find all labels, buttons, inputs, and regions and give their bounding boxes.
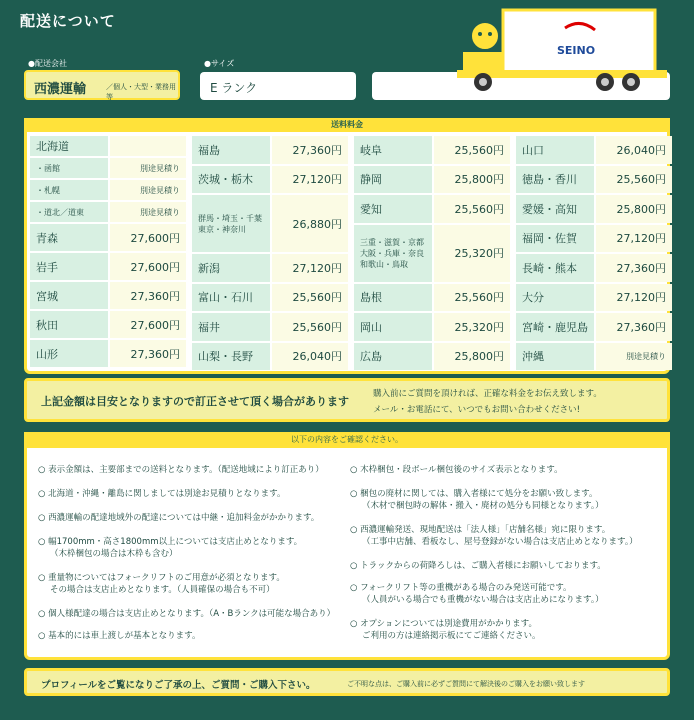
price-cell: 25,800円 [434,166,510,194]
prefecture-cell: 福岡・佐賀 [516,225,594,253]
carrier-box [24,70,180,100]
price-cell [110,136,186,156]
price-cell: 別途見積り [596,343,672,371]
prefecture-cell: 広島 [354,343,432,371]
checklist-item: ご利用の方は連絡掲示板にてご連絡ください。 [362,631,541,641]
price-cell: 25,560円 [272,313,348,341]
prefecture-cell: 長崎・熊本 [516,254,594,282]
price-cell: 別途見積り [110,180,186,200]
checklist-left [38,458,338,654]
notice-right-1: 購入前にご質問を頂ければ、正確な料金をお伝え致します。 [373,389,602,399]
checklist-item: ○ 表示金額は、主要部までの送料となります。（配送地域により訂正あり） [38,465,324,475]
price-cell: 25,560円 [434,195,510,223]
logo-text: SEINO [557,44,596,57]
checklist-item: ○ 西濃運輸の配達地域外の配達については中継・追加料金がかかります。 [38,513,320,523]
checklist-item: ○ 西濃運輸発送、現地配送は「法人様」「店舗名様」宛に限ります。 [350,525,611,535]
checklist-item: ○ トラックからの荷降ろしは、ご購入者様にお願いしております。 [350,561,606,571]
prefecture-cell: 静岡 [354,166,432,194]
checklist-item: その場合は支店止めとなります。（人員確保の場合も不可） [50,585,275,595]
price-cell: 27,600円 [110,253,186,280]
footer-sub: ご不明な点は、ご購入前に必ずご質問にて解決後のご購入をお願い致します [347,680,585,688]
prefecture-cell: 群馬・埼玉・千葉 東京・神奈川 [192,195,270,252]
footer-text: プロフィールをご覧になりご了承の上、ご質問・ご購入下さい。 [41,680,316,691]
notice-box [24,378,670,422]
checklist-item: （木枠梱包の場合は木枠も含む） [50,549,178,559]
page-title: 配送について [20,12,116,30]
checklist-item: ○ 幅1700mm・高さ1800mm以上については支店止めとなります。 [38,537,303,547]
price-cell: 26,880円 [272,195,348,252]
prefecture-cell: 沖縄 [516,343,594,371]
truck-illustration [455,8,680,98]
price-cell: 27,120円 [596,225,672,253]
prefecture-cell: 愛媛・高知 [516,195,594,223]
carrier-label: ●配送会社 [28,59,67,68]
prefecture-cell: 岐阜 [354,136,432,164]
prefecture-cell: 茨城・栃木 [192,166,270,194]
price-cell: 27,120円 [596,284,672,312]
size-value: E ランク [210,81,258,95]
prefecture-cell: 北海道 [30,136,108,156]
prefecture-cell: ・道北／道東 [30,202,108,222]
price-cell: 25,320円 [434,225,510,282]
price-cell: 27,600円 [110,311,186,338]
prefecture-cell: 福島 [192,136,270,164]
prefecture-cell: 大分 [516,284,594,312]
prefecture-cell: 富山・石川 [192,284,270,312]
prefecture-cell: 愛知 [354,195,432,223]
checklist-item: ○ 北海道・沖縄・離島に関しましては別途お見積りとなります。 [38,489,286,499]
price-cell: 25,560円 [434,136,510,164]
checklist-item: （人員がいる場合でも重機がない場合は支店止めになります。） [362,595,604,605]
carrier-name: 西濃運輸 [34,82,87,97]
prefecture-cell: 秋田 [30,311,108,338]
price-cell: 25,560円 [272,284,348,312]
checklist-item: ○ 木枠梱包・段ボール梱包後のサイズ表示となります。 [350,465,563,475]
checklist-item: （工事中店舗、看板なし、屋号登録がない場合は支店止めとなります。） [362,537,638,547]
prefecture-cell: ・函館 [30,158,108,178]
checklist-right [350,458,660,654]
prefecture-cell: 岡山 [354,313,432,341]
checklist-title: 以下の内容をご確認ください。 [24,432,670,448]
price-cell: 25,560円 [434,284,510,312]
prefecture-cell: 山梨・長野 [192,343,270,371]
checklist-item: ○ 梱包の廃材に関しては、購入者様にて処分をお願い致します。 [350,489,598,499]
price-cell: 27,120円 [272,254,348,282]
checklist-item: （木材で梱包時の解体・搬入・廃材の処分も同様となります。） [362,501,604,511]
price-cell: 25,320円 [434,313,510,341]
prefecture-cell: 徳島・香川 [516,166,594,194]
size-box [200,72,356,100]
checklist-item: ○ 重量物についてはフォークリフトのご用意が必須となります。 [38,573,285,583]
price-cell: 26,040円 [596,136,672,164]
notice-right-2: メール・お電話にて、いつでもお問い合わせください! [373,405,581,415]
prefecture-cell: 山形 [30,340,108,367]
price-cell: 27,360円 [596,254,672,282]
price-cell: 25,560円 [596,166,672,194]
price-cell: 27,360円 [110,340,186,367]
price-cell: 27,120円 [272,166,348,194]
notice-left: 上記金額は目安となりますので訂正させて頂く場合があります [41,395,349,408]
rate-table-title: 送料料金 [24,118,670,132]
price-cell: 25,800円 [434,343,510,371]
prefecture-cell: 宮城 [30,282,108,309]
prefecture-cell: 山口 [516,136,594,164]
price-cell: 27,600円 [110,224,186,251]
prefecture-cell: 三重・滋賀・京都 大阪・兵庫・奈良 和歌山・鳥取 [354,225,432,282]
price-cell: 別途見積り [110,202,186,222]
price-cell: 25,800円 [596,195,672,223]
rate-grid [30,136,668,372]
checklist-item: ○ 基本的には車上渡しが基本となります。 [38,631,201,641]
price-cell: 別途見積り [110,158,186,178]
footer-box [24,668,670,696]
prefecture-cell: 福井 [192,313,270,341]
prefecture-cell: 青森 [30,224,108,251]
size-label: ●サイズ [204,59,235,68]
price-cell: 26,040円 [272,343,348,371]
price-cell: 27,360円 [272,136,348,164]
price-cell: 27,360円 [596,313,672,341]
prefecture-cell: 岩手 [30,253,108,280]
prefecture-cell: 新潟 [192,254,270,282]
checklist-item: ○ オプションについては別途費用がかかります。 [350,619,538,629]
prefecture-cell: 宮崎・鹿児島 [516,313,594,341]
prefecture-cell: 島根 [354,284,432,312]
checklist-item: ○ フォークリフト等の重機がある場合のみ発送可能です。 [350,583,572,593]
carrier-note: ／個人・大型・業務用等 [106,83,176,101]
prefecture-cell: ・札幌 [30,180,108,200]
checklist-item: ○ 個人様配達の場合は支店止めとなります。（A・Bランクは可能な場合あり） [38,609,336,619]
price-cell: 27,360円 [110,282,186,309]
